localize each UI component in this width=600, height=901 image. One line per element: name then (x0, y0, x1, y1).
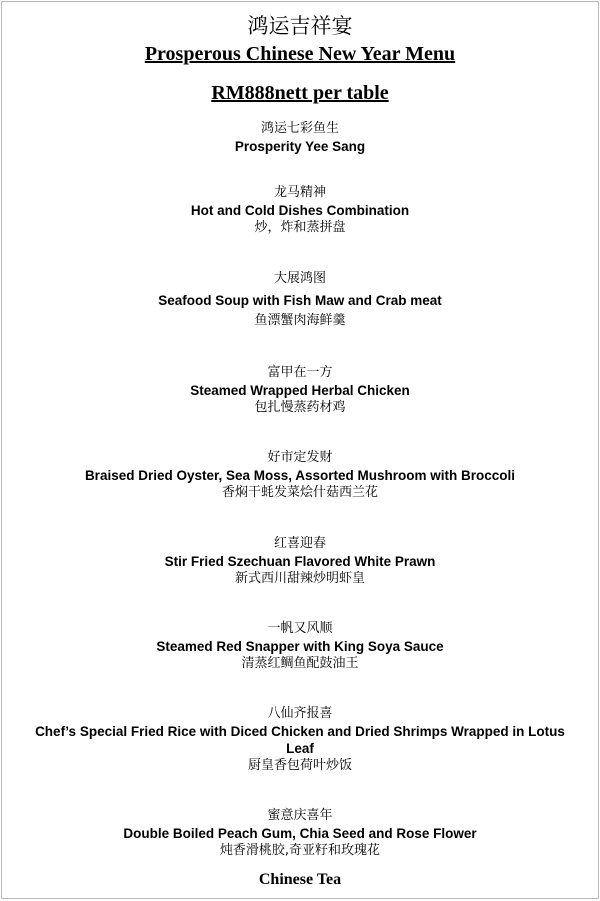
course-chinese-name: 蜜意庆喜年 (267, 808, 333, 823)
course-3 (22, 270, 578, 330)
course-english-name: Prosperity Yee Sang (234, 139, 366, 154)
course-chinese-description: 炖香滑桃胶,奇亚籽和玫瑰花 (219, 843, 381, 858)
menu-page (1, 1, 599, 899)
course-chinese-description: 清蒸红鲷鱼配鼓油王 (241, 656, 359, 671)
course-chinese-description: 新式西川甜辣炒明虾皇 (234, 571, 365, 586)
course-chinese-name: 红喜迎春 (273, 536, 326, 551)
course-english-name: Steamed Wrapped Herbal Chicken (190, 383, 410, 398)
course-5 (22, 449, 578, 502)
course-6 (22, 535, 578, 588)
course-english-name: Double Boiled Peach Gum, Chia Seed and Rose Flower (123, 826, 477, 841)
course-chinese-description: 包扎慢蒸药材鸡 (254, 400, 346, 415)
price-per-table: RM888nett per table (211, 82, 389, 104)
course-1 (22, 120, 578, 155)
course-7 (22, 620, 578, 673)
course-english-name: Braised Dried Oyster, Sea Moss, Assorted Mushroom with Broccoli (84, 468, 516, 483)
course-english-name: Hot and Cold Dishes Combination (190, 203, 410, 218)
course-english-name: Chef’s Special Fried Rice with Diced Chicken and Dried Shrimps Wrapped in Lotus Leaf (35, 724, 565, 756)
course-chinese-description: 炒，炸和蒸拼盘 (254, 220, 346, 235)
course-english-name: Stir Fried Szechuan Flavored White Prawn (164, 554, 436, 569)
course-chinese-name: 大展鸿图 (273, 271, 326, 286)
course-chinese-description: 鱼漂蟹肉海鲜羹 (254, 313, 346, 328)
course-8 (22, 705, 578, 775)
course-chinese-name: 八仙齐报喜 (267, 706, 333, 721)
course-chinese-name: 龙马精神 (273, 185, 326, 200)
course-2 (22, 184, 578, 237)
menu-title-english: Prosperous Chinese New Year Menu (144, 43, 456, 65)
course-chinese-name: 鸿运七彩鱼生 (260, 121, 339, 136)
course-chinese-name: 一帆又风顺 (267, 621, 333, 636)
course-english-name: Seafood Soup with Fish Maw and Crab meat (158, 293, 442, 308)
course-chinese-description: 厨皇香包荷叶炒饭 (247, 758, 352, 773)
course-chinese-name: 好市定发财 (267, 450, 333, 465)
course-chinese-description: 香焖干蚝发菜烩什菇西兰花 (221, 485, 378, 500)
closing-chinese-tea: Chinese Tea (258, 871, 342, 888)
menu-title-chinese: 鸿运吉祥宴 (247, 14, 353, 38)
course-9 (22, 807, 578, 860)
course-4 (22, 364, 578, 417)
course-english-name: Steamed Red Snapper with King Soya Sauce (156, 639, 444, 654)
course-chinese-name: 富甲在一方 (267, 365, 333, 380)
